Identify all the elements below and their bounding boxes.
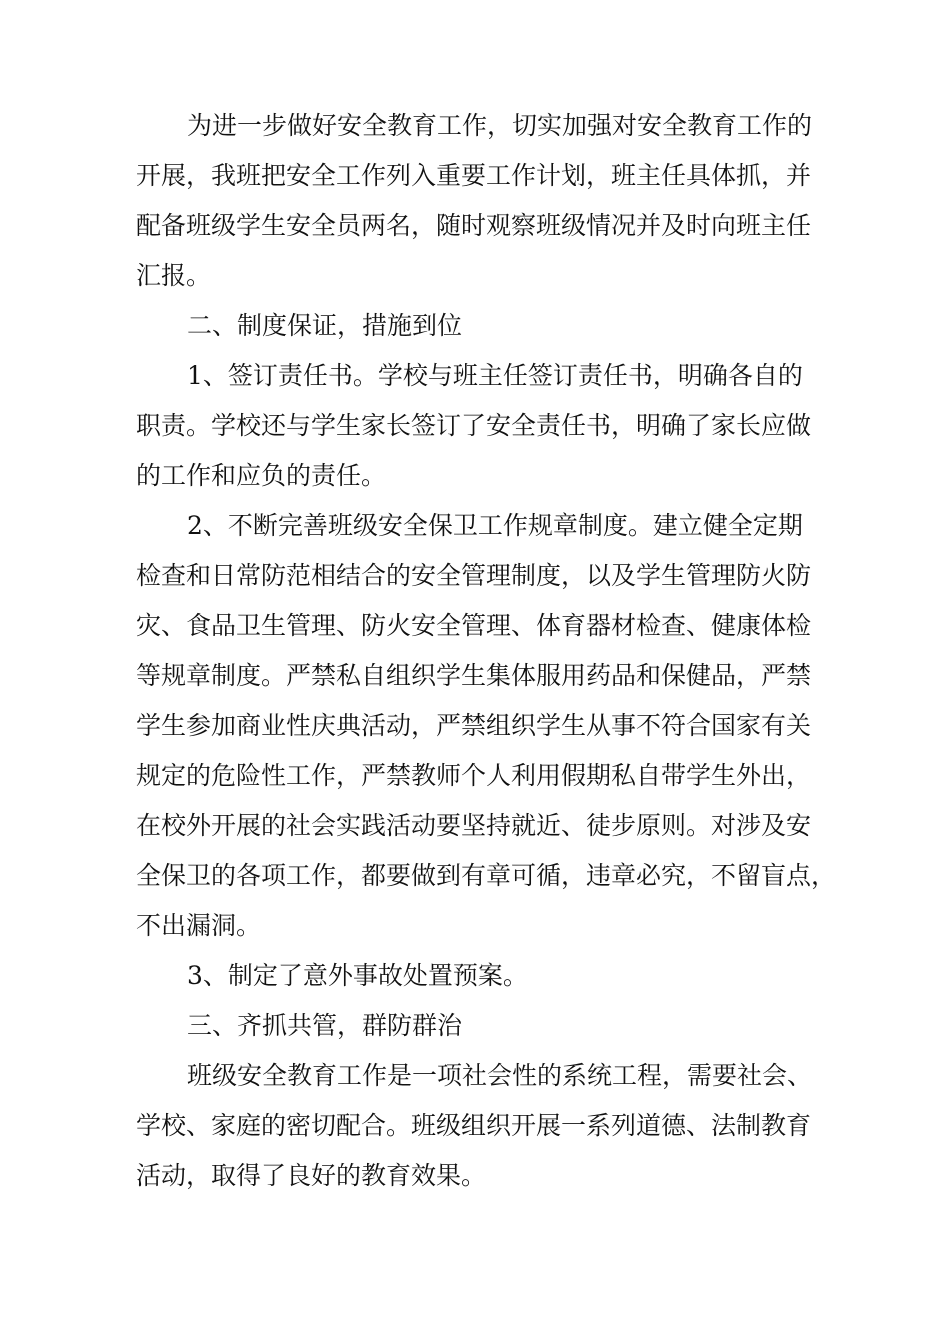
paragraph-line: 配备班级学生安全员两名，随时观察班级情况并及时向班主任 <box>136 211 812 240</box>
paragraph-line: 为进一步做好安全教育工作，切实加强对安全教育工作的 <box>187 111 813 140</box>
paragraph-line: 1、签订责任书。学校与班主任签订责任书，明确各自的 <box>187 361 803 390</box>
paragraph-line: 开展，我班把安全工作列入重要工作计划，班主任具体抓，并 <box>136 161 812 190</box>
paragraph-line: 检查和日常防范相结合的安全管理制度，以及学生管理防火防 <box>136 561 812 590</box>
paragraph-line: 2、不断完善班级安全保卫工作规章制度。建立健全定期 <box>187 511 803 540</box>
paragraph-line: 班级安全教育工作是一项社会性的系统工程，需要社会、 <box>187 1061 813 1090</box>
paragraph-line: 等规章制度。严禁私自组织学生集体服用药品和保健品，严禁 <box>136 661 812 690</box>
section-heading: 二、制度保证，措施到位 <box>187 311 463 340</box>
paragraph-line: 活动，取得了良好的教育效果。 <box>136 1161 487 1190</box>
paragraph-line: 全保卫的各项工作，都要做到有章可循，违章必究，不留盲点， <box>136 861 837 890</box>
paragraph-line: 的工作和应负的责任。 <box>136 461 387 490</box>
paragraph-line: 在校外开展的社会实践活动要坚持就近、徒步原则。对涉及安 <box>136 811 812 840</box>
paragraph-line: 3、制定了意外事故处置预案。 <box>187 961 528 990</box>
paragraph-line: 规定的危险性工作，严禁教师个人利用假期私自带学生外出， <box>136 761 812 790</box>
paragraph-line: 不出漏洞。 <box>136 911 262 940</box>
section-heading: 三、齐抓共管，群防群治 <box>187 1011 463 1040</box>
paragraph-line: 职责。学校还与学生家长签订了安全责任书，明确了家长应做 <box>136 411 812 440</box>
paragraph-line: 学校、家庭的密切配合。班级组织开展一系列道德、法制教育 <box>136 1111 812 1140</box>
paragraph-line: 学生参加商业性庆典活动，严禁组织学生从事不符合国家有关 <box>136 711 812 740</box>
paragraph-line: 灾、食品卫生管理、防火安全管理、体育器材检查、健康体检 <box>136 611 812 640</box>
paragraph-line: 汇报。 <box>136 261 212 290</box>
